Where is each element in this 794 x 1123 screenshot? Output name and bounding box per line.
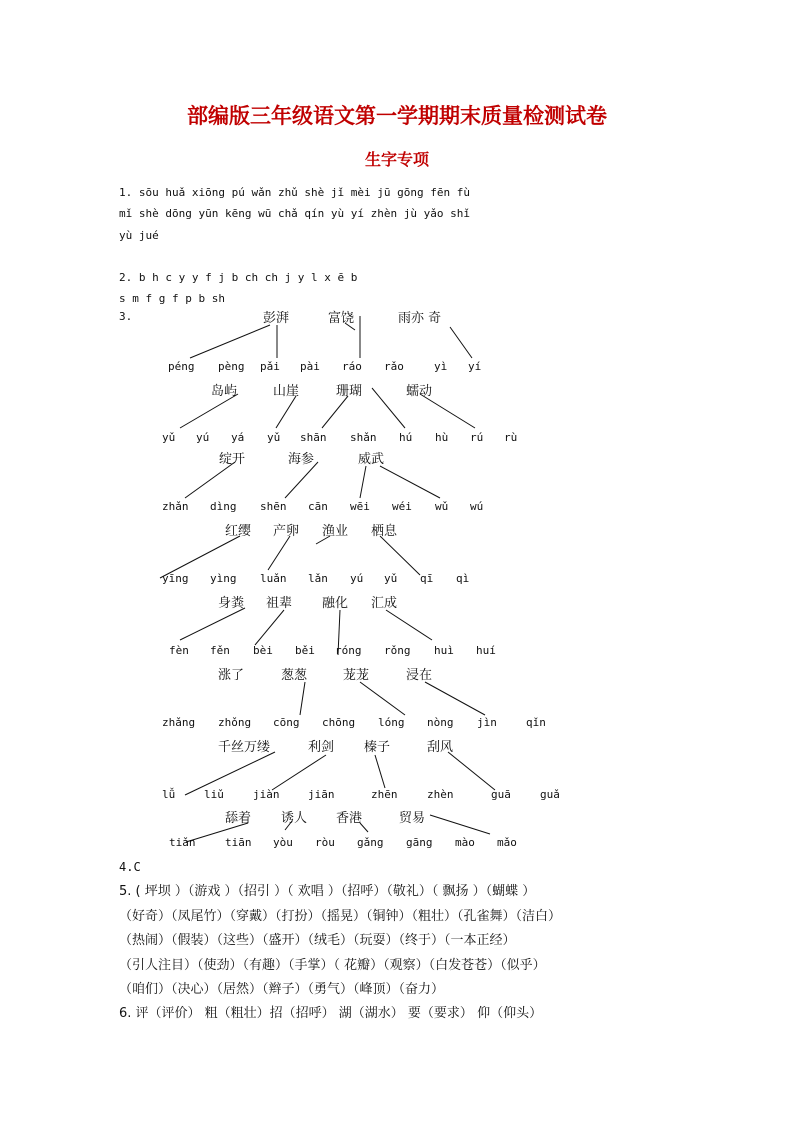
q3-pinyin: liǔ bbox=[204, 788, 224, 801]
q3-pinyin: ráo bbox=[342, 360, 362, 373]
match-line bbox=[322, 396, 348, 428]
q3-pinyin: gāng bbox=[406, 836, 433, 849]
q3-pinyin: huì bbox=[434, 644, 454, 657]
q3-pinyin: pài bbox=[300, 360, 320, 373]
q3-pinyin: qǐn bbox=[526, 716, 546, 729]
q3-pinyin: fèn bbox=[169, 644, 189, 657]
q3-pinyin: shēn bbox=[260, 500, 287, 513]
q6-answer: 6. 评（评价） 粗（粗壮）招（招呼） 湖（湖水） 要（要求） 仰（仰头） bbox=[119, 1006, 543, 1021]
q3-pinyin: lǚ bbox=[162, 788, 176, 801]
q3-word: 浸在 bbox=[406, 668, 433, 683]
q3-word: 香港 bbox=[336, 811, 363, 826]
q3-pinyin: rǒng bbox=[384, 644, 411, 657]
q3-word: 岛屿 bbox=[211, 384, 238, 399]
match-line bbox=[300, 682, 305, 715]
q3-word: 身粪 bbox=[218, 596, 245, 611]
q3-pinyin: yú bbox=[196, 431, 210, 444]
q3-word: 雨亦 奇 bbox=[398, 311, 442, 326]
q3-pinyin: shǎn bbox=[350, 431, 377, 444]
q3-pinyin: nòng bbox=[427, 716, 454, 729]
q3-pinyin: rù bbox=[504, 431, 518, 444]
match-line bbox=[450, 327, 472, 358]
q5-line-5: （咱们）（决心）（居然）（辫子）（勇气）（峰顶）（奋力） bbox=[119, 982, 445, 997]
q3-pinyin: jiān bbox=[308, 788, 335, 801]
q3-pinyin: zhèn bbox=[427, 788, 454, 801]
q3-word: 融化 bbox=[322, 596, 349, 611]
q3-pinyin: rú bbox=[470, 431, 484, 444]
match-line bbox=[425, 682, 485, 715]
q3-pinyin: bèi bbox=[253, 644, 273, 657]
q3-word: 茏茏 bbox=[343, 668, 370, 683]
q3-pinyin: guǎ bbox=[540, 788, 560, 801]
q3-pinyin: ròu bbox=[315, 836, 335, 849]
q3-pinyin: zhǎn bbox=[162, 500, 189, 513]
match-line bbox=[372, 388, 405, 428]
q3-word: 绽开 bbox=[219, 452, 246, 467]
q3-pinyin: pǎi bbox=[260, 360, 280, 373]
match-line bbox=[380, 536, 420, 575]
q2-line-1: 2. b h c y y f j b ch ch j y l x ē b bbox=[119, 271, 358, 284]
q3-pinyin: hú bbox=[399, 431, 413, 444]
match-line bbox=[268, 536, 290, 570]
q3-pinyin: zhǒng bbox=[218, 716, 252, 729]
q1-line-3: yù jué bbox=[119, 229, 159, 242]
q3-word: 山崖 bbox=[273, 384, 300, 399]
q3-word: 千丝万缕 bbox=[218, 740, 271, 755]
q3-word: 栖息 bbox=[371, 524, 398, 539]
q3-pinyin: wēi bbox=[350, 500, 370, 513]
match-line bbox=[420, 394, 475, 428]
q3-word: 富饶 bbox=[328, 311, 355, 326]
q3-pinyin: péng bbox=[168, 360, 195, 373]
q3-pinyin: gǎng bbox=[357, 836, 384, 849]
q3-pinyin: guā bbox=[491, 788, 511, 801]
q3-pinyin: yǔ bbox=[162, 431, 176, 444]
match-line bbox=[360, 682, 405, 715]
q3-pinyin: yìng bbox=[210, 572, 237, 585]
match-line bbox=[430, 815, 490, 834]
q3-pinyin: cōng bbox=[273, 716, 300, 729]
q4-answer: 4.C bbox=[119, 860, 141, 874]
q5-line-3: （热闹）（假装）（这些）（盛开）（绒毛）（玩耍）（终于）（一本正经） bbox=[119, 933, 516, 948]
q3-word: 祖辈 bbox=[266, 596, 293, 611]
match-line bbox=[255, 610, 284, 645]
q3-pinyin: fěn bbox=[210, 644, 230, 657]
q3-pinyin: róng bbox=[335, 644, 362, 657]
q3-pinyin: qì bbox=[456, 572, 470, 585]
q3-word: 珊瑚 bbox=[336, 384, 363, 399]
match-line bbox=[386, 610, 432, 640]
q3-pinyin: zhēn bbox=[371, 788, 398, 801]
match-line bbox=[380, 466, 440, 498]
q3-pinyin: yá bbox=[231, 431, 245, 444]
q3-word: 利剑 bbox=[308, 740, 335, 755]
q5-line-4: （引人注目）（使劲）（有趣）（手掌）（ 花瓣）（观察）（白发苍苍）（似乎） bbox=[119, 958, 546, 973]
q3-word: 产卵 bbox=[273, 524, 300, 539]
match-line bbox=[190, 325, 270, 358]
q3-word: 海参 bbox=[288, 452, 315, 467]
q3-pinyin: qī bbox=[420, 572, 434, 585]
q3-word: 榛子 bbox=[364, 740, 391, 755]
q3-pinyin: mǎo bbox=[497, 836, 517, 849]
q3-pinyin: huí bbox=[476, 644, 496, 657]
q3-word: 红缨 bbox=[225, 524, 252, 539]
q3-word: 舔着 bbox=[225, 811, 252, 826]
q3-pinyin: wéi bbox=[392, 500, 412, 513]
match-line bbox=[285, 462, 318, 498]
q3-pinyin: zhǎng bbox=[162, 716, 196, 729]
q3-pinyin: luǎn bbox=[260, 572, 287, 585]
q3-pinyin: jìn bbox=[477, 716, 497, 729]
q3-pinyin: wǔ bbox=[435, 500, 449, 513]
match-line bbox=[448, 752, 495, 790]
q5-line-1: 5. ( 坪坝 ）（游戏 ）（招引 ）（ 欢唱 ）（招呼）（敬礼）（ 飘扬 ）（蝴蝶 ） bbox=[119, 884, 536, 899]
q5-line-2: （好奇）（凤尾竹）（穿戴）（打扮）（摇晃）（铜钟）（粗壮）（孔雀舞）（洁白） bbox=[119, 909, 562, 924]
q3-label: 3. bbox=[119, 310, 133, 323]
q3-pinyin: rǎo bbox=[384, 360, 404, 373]
q3-pinyin: cān bbox=[308, 500, 328, 513]
q3-pinyin: yì bbox=[434, 360, 448, 373]
q3-pinyin: lóng bbox=[378, 716, 405, 729]
q3-word: 刮风 bbox=[427, 740, 454, 755]
q3-pinyin: tiān bbox=[225, 836, 252, 849]
q3-pinyin: hù bbox=[435, 431, 449, 444]
q3-pinyin: yīng bbox=[162, 572, 189, 585]
q3-pinyin: yǔ bbox=[267, 431, 281, 444]
q3-pinyin: yí bbox=[468, 360, 482, 373]
match-line bbox=[276, 396, 296, 428]
q2-line-2: s m f g f p b sh bbox=[119, 292, 225, 305]
section-subtitle: 生字专项 bbox=[364, 150, 429, 169]
q3-pinyin: chōng bbox=[322, 716, 356, 729]
q3-pinyin: pèng bbox=[218, 360, 245, 373]
q3-pinyin: yǔ bbox=[384, 572, 398, 585]
q3-word: 葱葱 bbox=[281, 668, 308, 683]
q1-line-1: 1. sōu huǎ xiōng pú wǎn zhǔ shè jǐ mèi jū gōng fēn fù bbox=[119, 186, 470, 199]
q3-word: 蠕动 bbox=[406, 384, 433, 399]
match-line bbox=[375, 755, 385, 788]
q3-word: 渔业 bbox=[322, 524, 349, 539]
q3-word: 汇成 bbox=[371, 596, 398, 611]
q3-word: 涨了 bbox=[218, 668, 245, 683]
q3-word: 彭湃 bbox=[263, 311, 290, 326]
page-title: 部编版三年级语文第一学期期末质量检测试卷 bbox=[187, 103, 607, 128]
q3-pinyin: mào bbox=[455, 836, 475, 849]
q3-pinyin: dìng bbox=[210, 500, 237, 513]
q3-pinyin: shān bbox=[300, 431, 327, 444]
q3-pinyin: wú bbox=[470, 500, 484, 513]
match-line bbox=[360, 466, 366, 498]
q3-word: 贸易 bbox=[399, 811, 426, 826]
q1-line-2: mǐ shè dōng yūn kēng wū chǎ qín yù yí zhèn jù yǎo shǐ bbox=[119, 207, 470, 220]
match-line bbox=[185, 462, 235, 498]
q3-pinyin: jiàn bbox=[253, 788, 280, 801]
q3-word: 诱人 bbox=[281, 811, 308, 826]
q3-pinyin: lǎn bbox=[308, 572, 328, 585]
match-line bbox=[272, 755, 326, 790]
q3-pinyin: yòu bbox=[273, 836, 293, 849]
match-line bbox=[180, 394, 238, 428]
q3-pinyin: yú bbox=[350, 572, 364, 585]
q3-pinyin: běi bbox=[295, 644, 315, 657]
match-line bbox=[180, 608, 245, 640]
q3-pinyin: tiǎn bbox=[169, 836, 196, 849]
q3-word: 威武 bbox=[358, 452, 385, 467]
